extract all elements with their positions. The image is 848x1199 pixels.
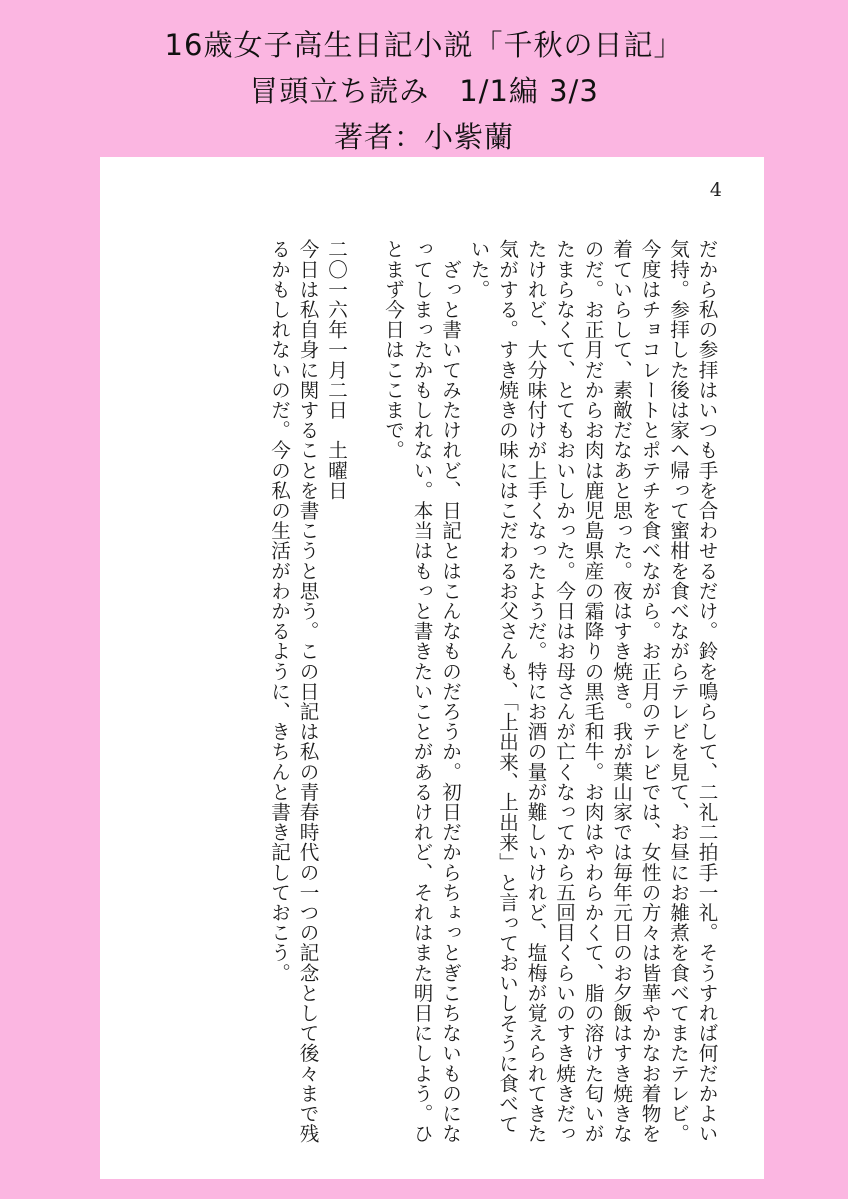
paragraph-new-year-visit: だから私の参拝はいつも手を合わせるだけ。鈴を鳴らして、二礼二拍手一礼。そうすれば何だかよい気持。参拝した後は家へ帰って蜜柑を食べながらテレビを見て、お昼にお雑煮を食べてまたテレビ。今度はチョコレートとポテチを食べながら。お正月のテレビでは、女性の方々は皆華やかなお着物を着ていらして、素敵だなあと思った。夜はすき焼き。我が葉山家では毎年元日のお夕飯はすき焼きなのだ。お正月だからお肉は鹿児島県産の霜降りの黒毛和牛。お肉はやわらかくて、脂の溶けた匂いがたまらなくて、とてもおいしかった。今日はお母さんが亡くなってから五回目くらいのすき焼きだったけれど、大分味付けが上手くなったようだ。特にお酒の量が難しいけれど、塩梅が覚えられてきた気がする。すき焼きの味にはこだわるお父さんも、「上出来、上出来」と言っておいしそうに食べていた。 (467, 239, 718, 1144)
paragraph-diary-reflection: ざっと書いてみたけれど、日記とはこんなものだろうか。初日だからちょっとぎこちないものになってしまったかもしれない。本当はもっと書きたいことがあるけれど、それはまた明日にしよう。ひとまず今日はここまで。 (381, 239, 462, 1144)
paragraph-about-self: 今日は私自身に関することを書こうと思う。この日記は私の青春時代の一つの記念として後々まで残るかもしれないのだ。今の私の生活がわかるように、きちんと書き記しておこう。 (267, 239, 319, 1144)
page-number: 4 (709, 179, 722, 201)
subtitle-line: 冒頭立ち読み 1/1編 3/3 (249, 74, 599, 108)
blank-line (350, 239, 379, 1149)
header (0, 22, 848, 160)
vertical-text-body (264, 239, 720, 1149)
title-line: 16歳女子高生日記小説「千秋の日記」 (164, 28, 684, 62)
author-line: 著者：小紫蘭 (333, 120, 514, 154)
book-page (100, 157, 764, 1179)
diary-date-heading: 二〇一六年一月二日 土曜日 (324, 239, 348, 501)
